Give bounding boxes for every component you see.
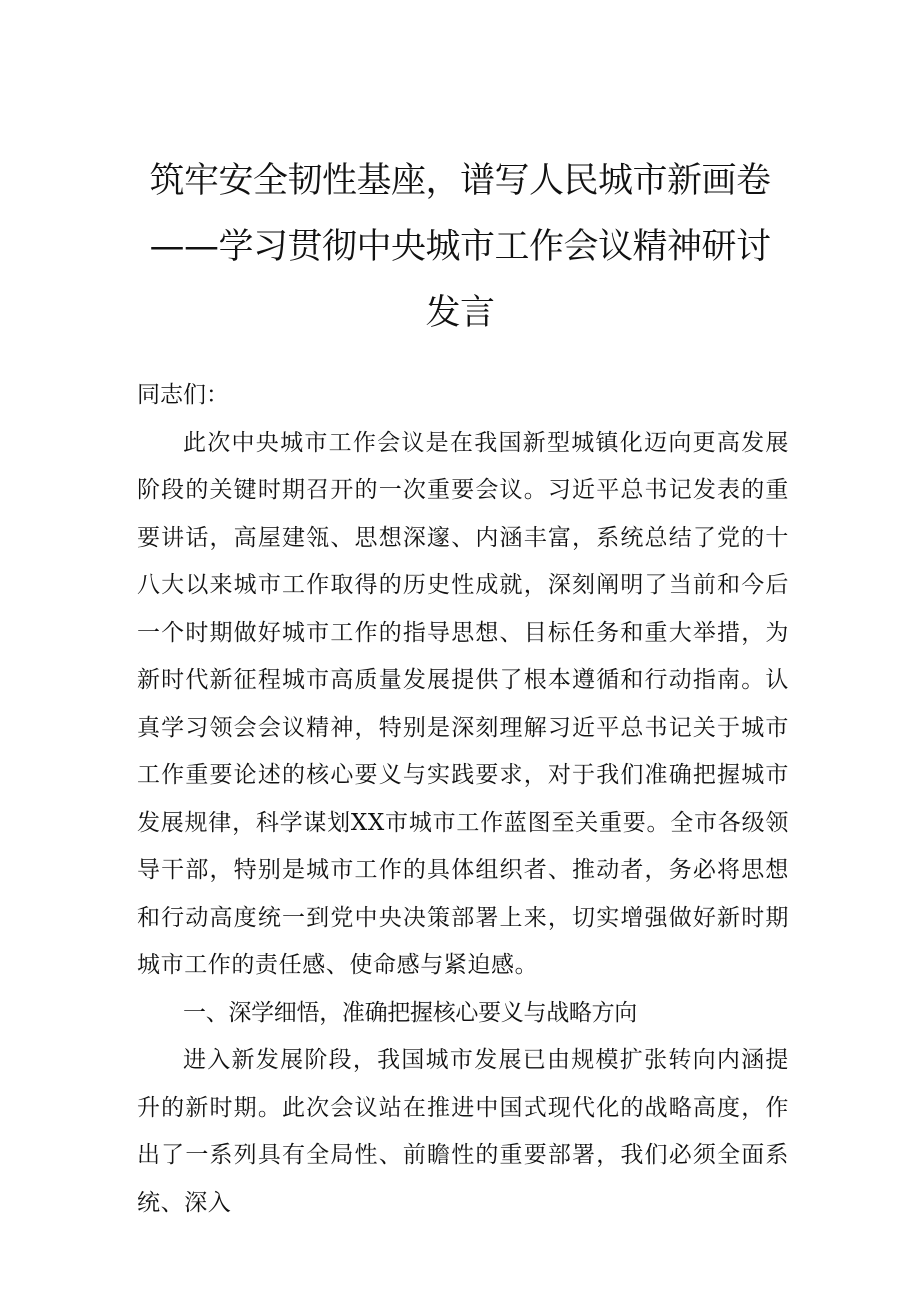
document-body [137, 372, 789, 1227]
title-line-2: ——学习贯彻中央城市工作会议精神研讨 [149, 227, 771, 267]
title-line-1: 筑牢安全韧性基座，谱写人民城市新画卷 [149, 161, 771, 201]
salutation: 同志们： [137, 382, 229, 408]
paragraph-intro: 此次中央城市工作会议是在我国新型城镇化迈向更高发展阶段的关键时期召开的一次重要会议。习近平总书记发表的重要讲话，高屋建瓴、思想深邃、内涵丰富，系统总结了党的十八大以来城市工作取得的历史性成就，深刻阐明了当前和今后一个时期做好城市工作的指导思想、目标任务和重大举措，为新时代新征程城市高质量发展提供了根本遵循和行动指南。认真学习领会会议精神，特别是深刻理解习近平总书记关于城市工作重要论述的核心要义与实践要求，对于我们准确把握城市发展规律，科学谋划XX市城市工作蓝图至关重要。全市各级领导干部，特别是城市工作的具体组织者、推动者，务必将思想和行动高度统一到党中央决策部署上来，切实增强做好新时期城市工作的责任感、使命感与紧迫感。 [137, 429, 789, 978]
title-line-3: 发言 [425, 293, 495, 333]
section-heading-1: 一、深学细悟，准确把握核心要义与战略方向 [183, 999, 638, 1026]
document-title [120, 148, 800, 346]
paragraph-section-1: 进入新发展阶段，我国城市发展已由规模扩张转向内涵提升的新时期。此次会议站在推进中国式现代化的战略高度，作出了一系列具有全局性、前瞻性的重要部署，我们必须全面系统、深入 [137, 1047, 789, 1216]
